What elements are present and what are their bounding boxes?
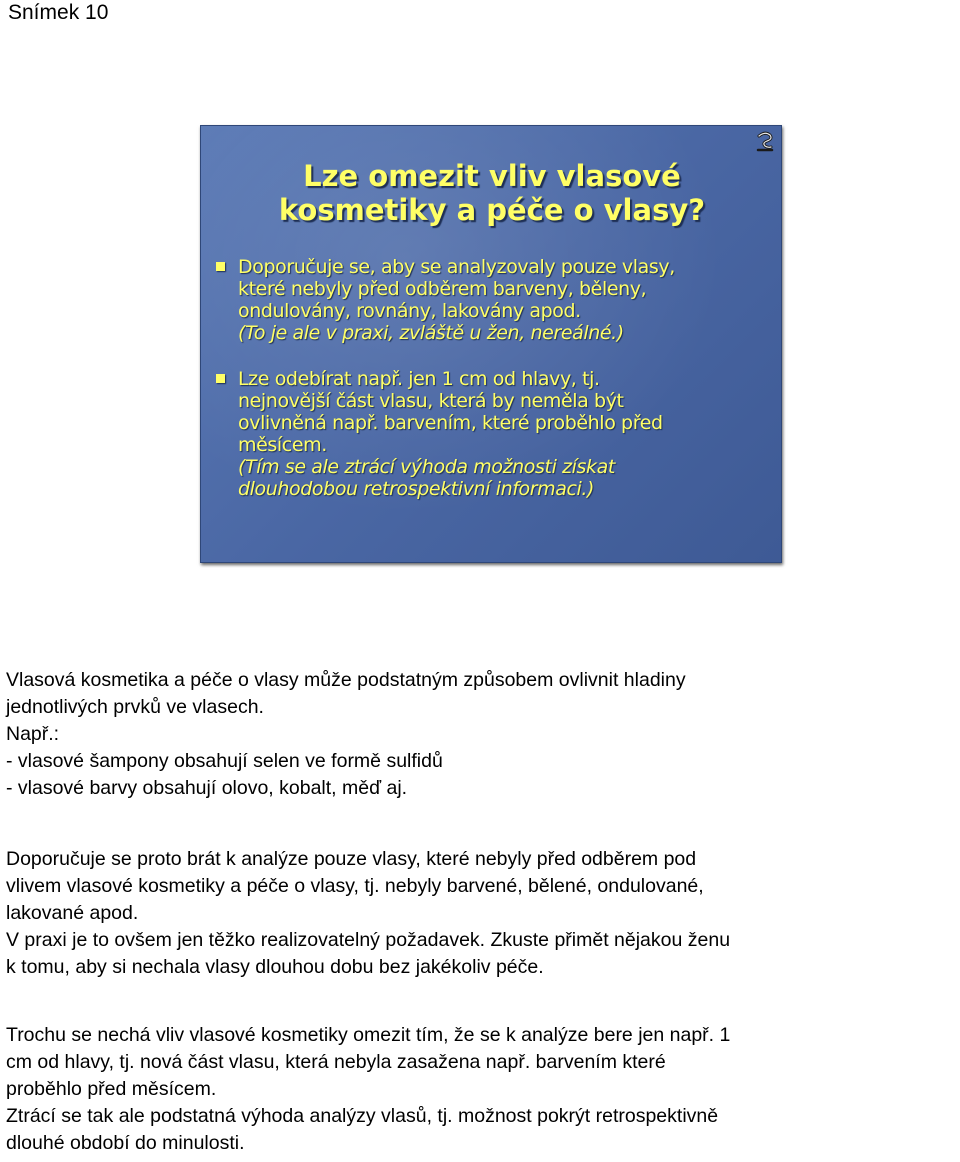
bullet-square-icon: [216, 262, 225, 271]
notes-line: k tomu, aby si nechala vlasy dlouhou dobu bez jakékoliv péče.: [6, 956, 544, 978]
bullet-line: ondulovány, rovnány, lakovány apod.: [238, 300, 581, 322]
slide-bullet: [238, 368, 778, 500]
bullet-line: které nebyly před odběrem barveny, běleny,: [238, 278, 647, 300]
notes-line: V praxi je to ovšem jen těžko realizovatelný požadavek. Zkuste přimět nějakou ženu: [6, 929, 731, 951]
bullet-line: ovlivněná např. barvením, které proběhlo před: [238, 412, 663, 434]
slide-title-line: kosmetiky a péče o vlasy?: [278, 193, 706, 227]
notes-line: jednotlivých prvků ve vlasech.: [6, 696, 264, 718]
notes-line: vlivem vlasové kosmetiky a péče o vlasy, tj. nebyly barvené, bělené, ondulované,: [6, 875, 704, 897]
notes-paragraph: [6, 1022, 958, 1157]
notes-paragraph: [6, 846, 958, 981]
notes-line: - vlasové barvy obsahují olovo, kobalt, měď aj.: [6, 777, 408, 799]
notes-line: Např.:: [6, 723, 60, 745]
notes-line: cm od hlavy, tj. nová část vlasu, která nebyla zasažena např. barvením které: [6, 1051, 666, 1073]
curl-logo-icon: [755, 130, 775, 154]
notes-line: proběhlo před měsícem.: [6, 1078, 217, 1100]
bullet-square-icon: [216, 374, 225, 383]
notes-line: Ztrácí se tak ale podstatná výhoda analýzy vlasů, tj. možnost pokrýt retrospektivně: [6, 1105, 719, 1127]
slide-number-header: Snímek 10: [8, 1, 109, 24]
bullet-line: Lze odebírat např. jen 1 cm od hlavy, tj.: [238, 368, 600, 390]
notes-line: Doporučuje se proto brát k analýze pouze vlasy, které nebyly před odběrem pod: [6, 848, 697, 870]
notes-line: dlouhé období do minulosti.: [6, 1132, 245, 1154]
notes-line: Trochu se nechá vliv vlasové kosmetiky omezit tím, že se k analýze bere jen např. 1: [6, 1024, 731, 1046]
slide-title: [201, 159, 783, 227]
bullet-line: Doporučuje se, aby se analyzovaly pouze vlasy,: [238, 256, 675, 278]
bullet-line-italic: (To je ale v praxi, zvláště u žen, nereálné.): [238, 322, 624, 344]
slide-thumbnail: [200, 125, 782, 563]
bullet-line-italic: dlouhodobou retrospektivní informaci.): [238, 478, 595, 500]
notes-paragraph: [6, 667, 958, 802]
slide-bullet: [238, 256, 778, 344]
notes-line: - vlasové šampony obsahují selen ve formě sulfidů: [6, 750, 443, 772]
notes-line: Vlasová kosmetika a péče o vlasy může podstatným způsobem ovlivnit hladiny: [6, 669, 686, 691]
bullet-line: nejnovější část vlasu, která by neměla být: [238, 390, 624, 412]
bullet-line: měsícem.: [238, 434, 327, 456]
slide-title-line: Lze omezit vliv vlasové: [303, 159, 681, 193]
bullet-line-italic: (Tím se ale ztrácí výhoda možnosti získat: [238, 456, 615, 478]
notes-line: lakované apod.: [6, 902, 139, 924]
